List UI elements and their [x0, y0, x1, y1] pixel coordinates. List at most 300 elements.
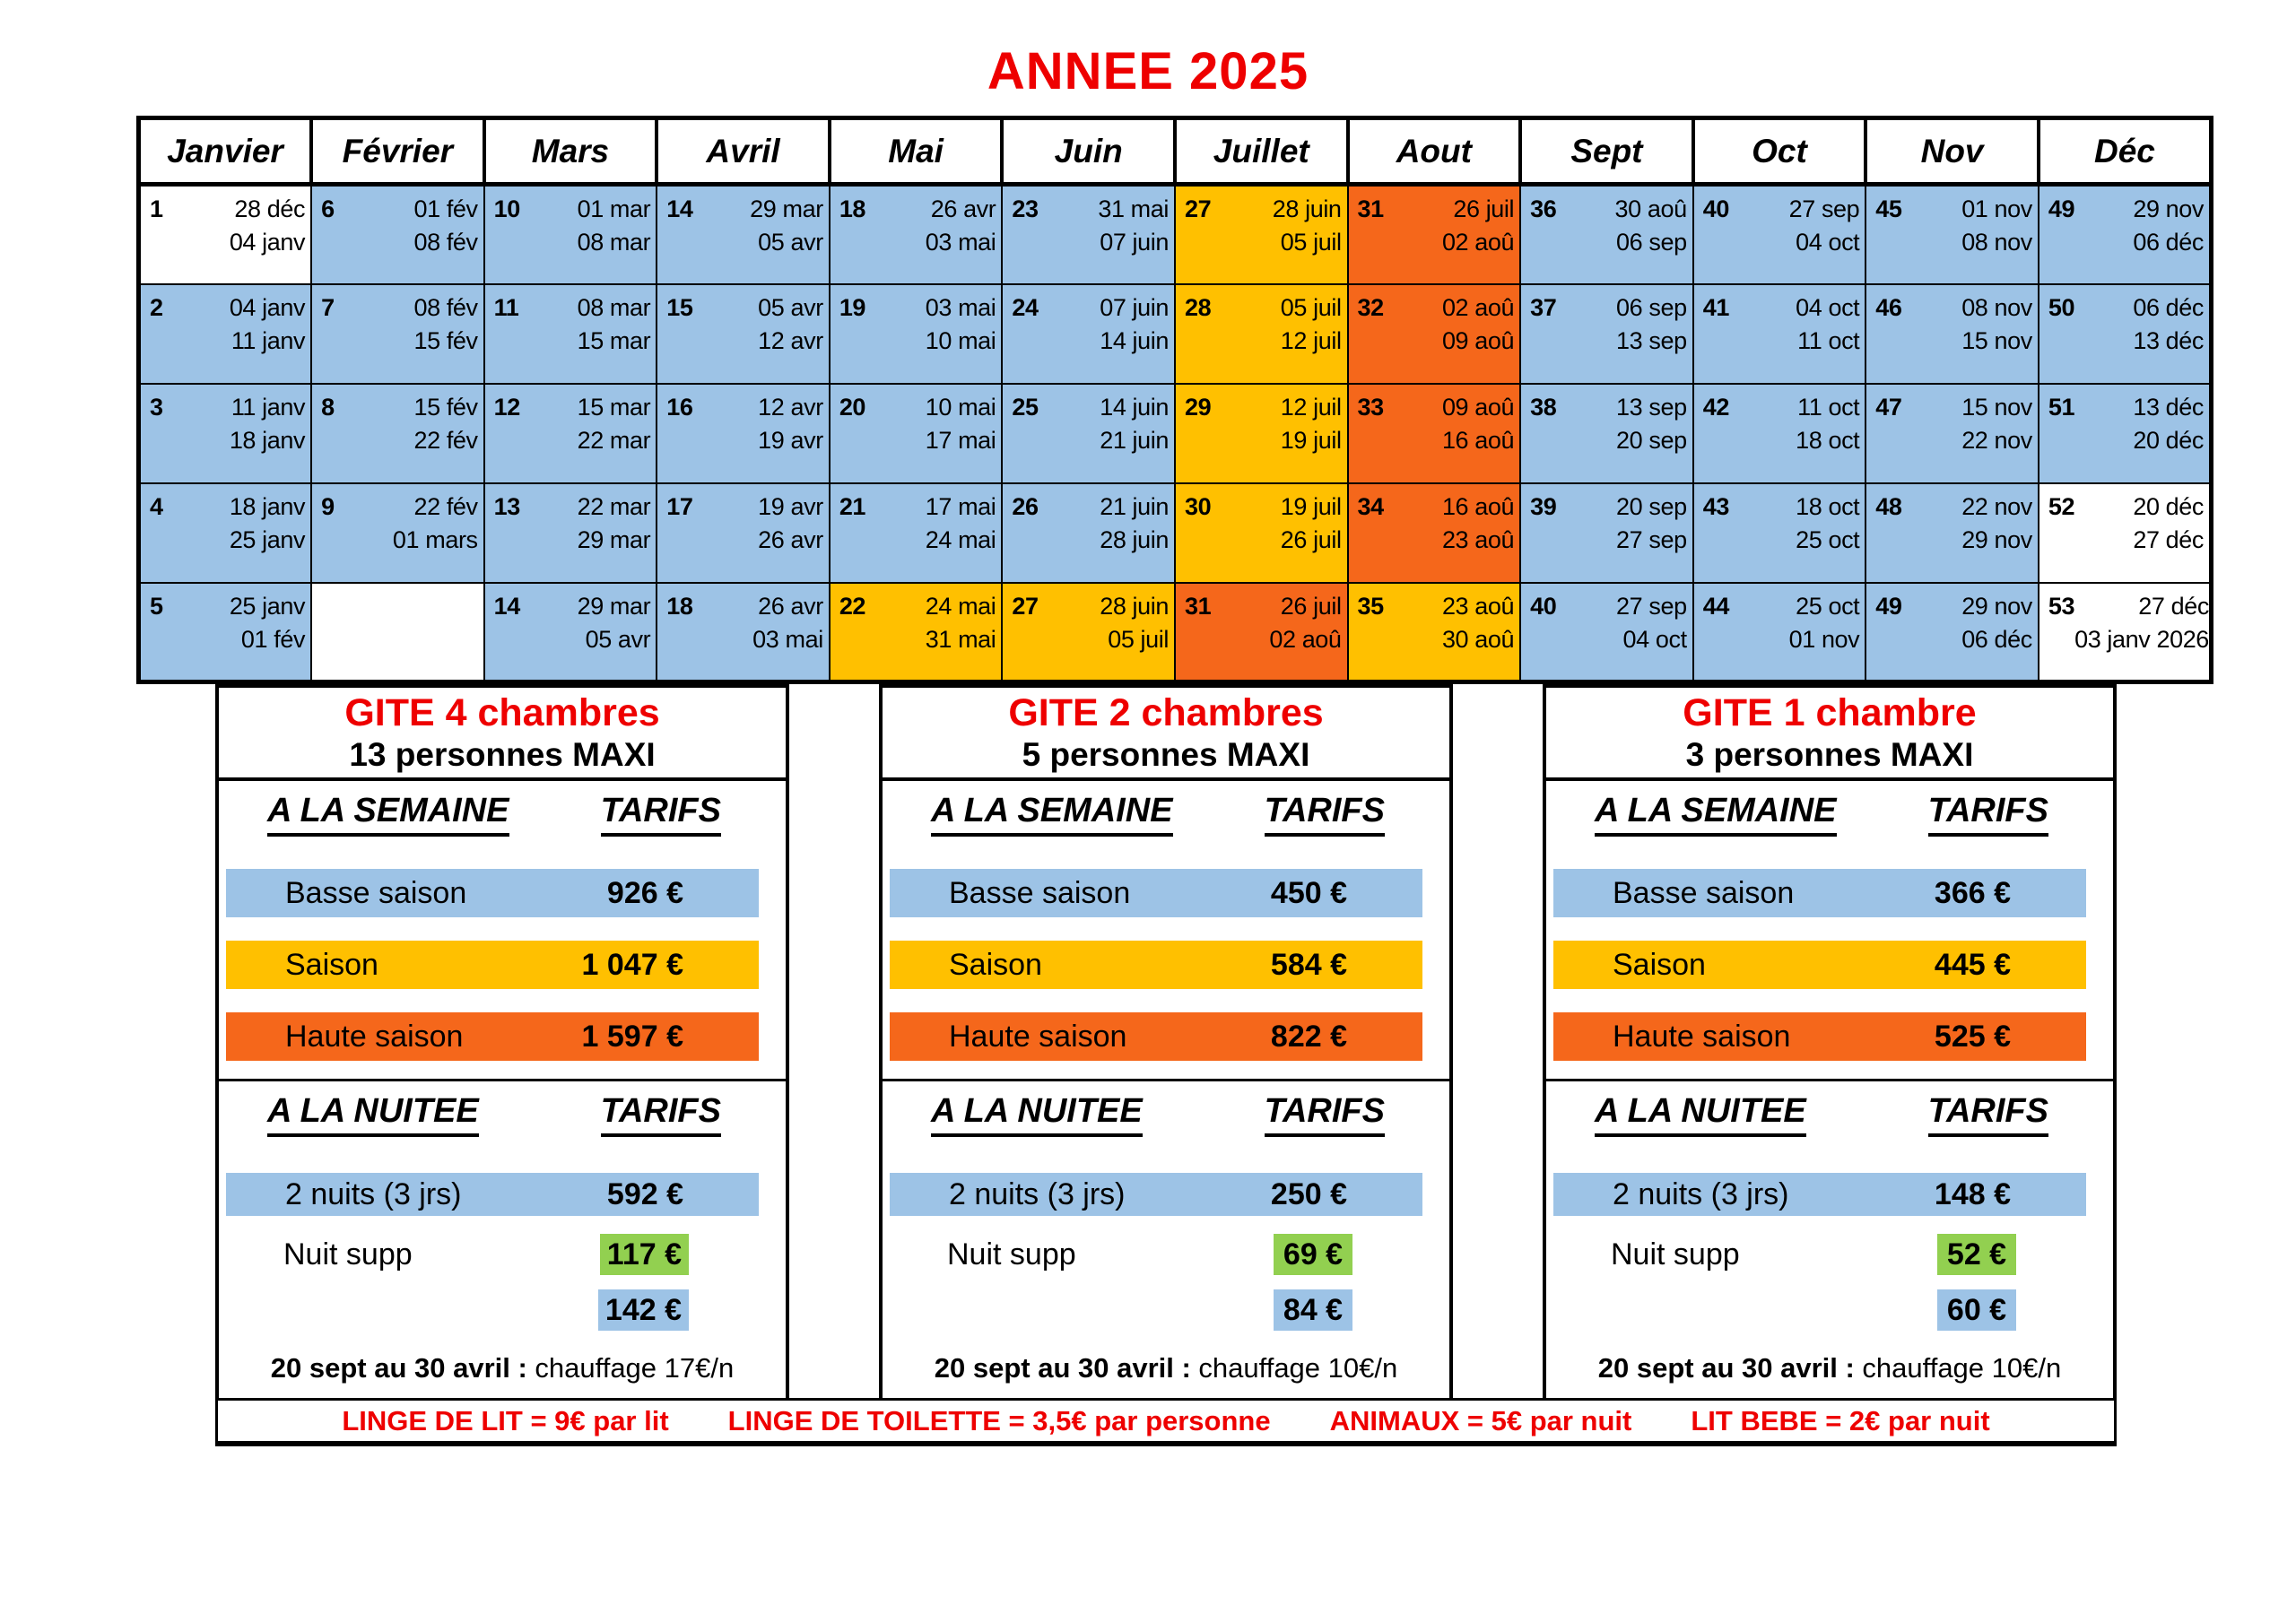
week-cell-content: [485, 385, 657, 457]
calendar-week-cell: [484, 483, 657, 583]
week-cell-content: [1694, 385, 1866, 457]
calendar-week-cell: [657, 483, 830, 583]
week-start-date: 21 juin: [1100, 492, 1169, 520]
week-cell-content: [1176, 187, 1347, 259]
week-cell-content: [831, 385, 1002, 457]
week-number: 41: [1702, 293, 1729, 321]
week-dates: [578, 291, 651, 358]
calendar-week-cell: [139, 284, 312, 384]
week-dates: [1442, 391, 1514, 457]
week-dates: [1100, 291, 1169, 358]
week-start-date: 20 sep: [1616, 492, 1687, 520]
week-dates: [414, 391, 478, 457]
week-start-date: 22 fév: [413, 492, 478, 520]
week-dates: [414, 193, 478, 259]
gite-panel: [879, 684, 1453, 1398]
week-end-date: 02 aoû: [1269, 625, 1342, 653]
panel-capacity: 3 personnes MAXI: [1685, 736, 1974, 773]
night-section-header: [1546, 1081, 2113, 1137]
week-cell-content: [1349, 285, 1520, 358]
calendar-week-cell: [657, 384, 830, 483]
week-end-date: 09 aoû: [1441, 326, 1515, 354]
panel-header: [883, 688, 1449, 781]
week-dates: [1100, 590, 1169, 656]
week-cell-content: [141, 285, 310, 358]
week-dates: [1273, 193, 1342, 259]
week-dates: [1442, 590, 1514, 656]
week-cell-content: [831, 584, 1002, 656]
month-header: Aout: [1348, 118, 1521, 185]
week-end-date: 03 mai: [752, 625, 823, 653]
week-dates: [1442, 490, 1514, 557]
calendar-empty-cell: [311, 583, 484, 682]
week-number: 31: [1184, 592, 1212, 620]
calendar-week-cell: [311, 284, 484, 384]
week-start-date: 17 mai: [925, 492, 996, 520]
panel-body: [1546, 781, 2113, 1398]
week-dates: [1961, 590, 2032, 656]
calendar-week-cell: [139, 483, 312, 583]
week-number: 4: [150, 492, 163, 520]
week-start-date: 05 juil: [1280, 293, 1342, 321]
calendar-week-cell: [2039, 384, 2212, 483]
week-start-date: 12 juil: [1280, 393, 1342, 421]
week-end-date: 22 fév: [413, 426, 478, 454]
season-label: Haute saison: [1613, 1019, 1791, 1054]
week-end-date: 15 mar: [577, 326, 651, 354]
week-number: 52: [2048, 492, 2075, 520]
week-end-date: 20 sep: [1616, 426, 1687, 454]
week-start-date: 15 fév: [413, 393, 478, 421]
gite-panel: [215, 684, 789, 1398]
week-number: 27: [1012, 592, 1039, 620]
panel-header: [219, 688, 786, 781]
week-number: 10: [493, 195, 520, 222]
week-number: 20: [839, 393, 866, 421]
month-header: Nov: [1866, 118, 2039, 185]
week-cell-content: [1176, 584, 1347, 656]
extra-night-row: [283, 1234, 689, 1275]
week-end-date: 07 juin: [1100, 229, 1169, 256]
week-number: 30: [1184, 492, 1212, 520]
week-dates: [230, 193, 305, 259]
week-dates: [1098, 193, 1169, 259]
week-end-date: 03 janv 2026: [2074, 625, 2209, 653]
week-end-date: 03 mai: [925, 229, 996, 256]
week-section-header: [219, 781, 786, 837]
panel-title: GITE 2 chambres: [1008, 691, 1324, 734]
heating-note-period: 20 sept au 30 avril :: [270, 1352, 527, 1384]
panel-capacity: 13 personnes MAXI: [349, 736, 656, 773]
week-dates: [1281, 291, 1342, 358]
week-end-date: 26 avr: [758, 525, 823, 553]
week-start-date: 10 mai: [925, 393, 996, 421]
week-number: 45: [1875, 195, 1902, 222]
week-cell-content: [1694, 584, 1866, 656]
week-cell-content: [1521, 187, 1692, 259]
week-dates: [926, 490, 996, 557]
calendar-week-cell: [1520, 384, 1693, 483]
week-cell-content: [1176, 285, 1347, 358]
night-rate-row: [1553, 1173, 2086, 1216]
week-section-label: A LA SEMAINE: [267, 792, 509, 837]
season-label: Saison: [285, 947, 378, 982]
week-start-date: 03 mai: [925, 293, 996, 321]
month-header: Sept: [1520, 118, 1693, 185]
extra-night-price-green: 117 €: [600, 1234, 689, 1275]
week-end-date: 04 oct: [1796, 229, 1860, 256]
week-number: 24: [1012, 293, 1039, 321]
week-end-date: 19 juil: [1280, 426, 1342, 454]
week-number: 5: [150, 592, 163, 620]
week-dates: [2074, 590, 2209, 656]
calendar-week-cell: [2039, 583, 2212, 682]
week-number: 36: [1530, 195, 1557, 222]
calendar-week-cell: [1175, 185, 1348, 284]
season-label: Haute saison: [949, 1019, 1127, 1054]
week-dates: [1616, 291, 1687, 358]
week-cell-content: [1003, 584, 1174, 656]
week-dates: [1789, 193, 1860, 259]
week-start-date: 01 mar: [577, 195, 651, 222]
week-cell-content: [1694, 285, 1866, 358]
week-end-date: 08 mar: [577, 229, 651, 256]
season-rate-row: [890, 1012, 1422, 1061]
heating-note-period: 20 sept au 30 avril :: [1597, 1352, 1855, 1384]
calendar-week-row: [139, 185, 2212, 284]
calendar-week-cell: [1175, 583, 1348, 682]
calendar-week-cell: [1693, 284, 1866, 384]
calendar-week-cell: [830, 483, 1003, 583]
week-number: 16: [666, 393, 693, 421]
calendar-week-cell: [311, 185, 484, 284]
week-section-header: [1546, 781, 2113, 837]
week-dates: [230, 291, 305, 358]
season-label: Saison: [1613, 947, 1706, 982]
calendar-week-cell: [484, 384, 657, 483]
week-dates: [2133, 490, 2204, 557]
week-start-date: 08 nov: [1961, 293, 2032, 321]
week-number: 39: [1530, 492, 1557, 520]
season-price: 525 €: [1934, 1019, 2011, 1054]
week-cell-content: [1694, 484, 1866, 557]
calendar-week-cell: [1002, 483, 1175, 583]
week-end-date: 20 déc: [2133, 426, 2204, 454]
week-start-date: 27 sep: [1788, 195, 1860, 222]
week-end-date: 19 avr: [758, 426, 823, 454]
week-dates: [1442, 193, 1514, 259]
extra-night-row-2: [1611, 1289, 2016, 1331]
heating-note-price: chauffage 10€/n: [1854, 1352, 2062, 1384]
calendar-week-cell: [1175, 384, 1348, 483]
week-number: 49: [2048, 195, 2075, 222]
month-header: Oct: [1693, 118, 1866, 185]
week-cell-content: [1866, 484, 2038, 557]
week-dates: [926, 590, 996, 656]
week-cell-content: [141, 584, 310, 656]
season-rate-row: [1553, 1012, 2086, 1061]
calendar-body: [139, 185, 2212, 682]
week-cell-content: [831, 187, 1002, 259]
season-price: 1 047 €: [581, 947, 683, 982]
week-end-date: 12 avr: [758, 326, 823, 354]
week-end-date: 11 oct: [1797, 326, 1860, 354]
week-cell-content: [1003, 285, 1174, 358]
week-cell-content: [1349, 484, 1520, 557]
calendar-week-cell: [1002, 185, 1175, 284]
week-dates: [1796, 291, 1859, 358]
calendar-week-cell: [1348, 483, 1521, 583]
week-end-date: 23 aoû: [1441, 525, 1515, 553]
calendar-week-cell: [1002, 583, 1175, 682]
week-number: 25: [1012, 393, 1039, 421]
extra-night-row-2: [947, 1289, 1352, 1331]
week-number: 18: [666, 592, 693, 620]
week-cell-content: [141, 385, 310, 457]
week-number: 14: [493, 592, 520, 620]
week-end-date: 08 fév: [413, 229, 478, 256]
calendar-week-cell: [1348, 185, 1521, 284]
week-start-date: 04 janv: [229, 293, 306, 321]
week-start-date: 15 mar: [577, 393, 651, 421]
week-end-date: 05 juil: [1108, 625, 1169, 653]
heating-note: [219, 1352, 786, 1384]
week-cell-content: [1866, 385, 2038, 457]
week-end-date: 24 mai: [925, 525, 996, 553]
week-cell-content: [312, 385, 483, 457]
week-number: 6: [321, 195, 335, 222]
week-dates: [230, 590, 305, 656]
week-cell-content: [312, 484, 483, 557]
night-rate-label: 2 nuits (3 jrs): [949, 1176, 1126, 1211]
month-header: Mai: [830, 118, 1003, 185]
gite-panel: [1543, 684, 2117, 1398]
season-rate-row: [890, 941, 1422, 989]
week-number: 19: [839, 293, 866, 321]
week-start-date: 23 aoû: [1441, 592, 1515, 620]
month-header: Avril: [657, 118, 830, 185]
week-start-date: 19 juil: [1280, 492, 1342, 520]
week-dates: [752, 590, 823, 656]
week-end-date: 27 déc: [2133, 525, 2204, 553]
calendar-week-cell: [2039, 483, 2212, 583]
week-dates: [2133, 291, 2204, 358]
week-cell-content: [1866, 285, 2038, 358]
week-dates: [1100, 391, 1169, 457]
week-start-date: 28 juin: [1100, 592, 1169, 620]
calendar-week-cell: [657, 284, 830, 384]
week-end-date: 01 mars: [392, 525, 478, 553]
week-dates: [758, 291, 823, 358]
week-cell-content: [1003, 385, 1174, 457]
week-end-date: 25 janv: [229, 525, 306, 553]
panel-header: [1546, 688, 2113, 781]
week-start-date: 04 oct: [1796, 293, 1860, 321]
week-end-date: 21 juin: [1100, 426, 1169, 454]
week-end-date: 26 juil: [1280, 525, 1342, 553]
week-start-date: 22 mar: [577, 492, 651, 520]
month-header: Janvier: [139, 118, 312, 185]
week-number: 48: [1875, 492, 1902, 520]
footer-item: ANIMAUX = 5€ par nuit: [1329, 1404, 1632, 1436]
week-start-date: 26 avr: [930, 195, 996, 222]
week-cell-content: [1521, 484, 1692, 557]
week-start-date: 11 janv: [230, 393, 306, 421]
footer-item: LINGE DE TOILETTE = 3,5€ par personne: [727, 1404, 1271, 1436]
night-rate-price: 592 €: [606, 1176, 683, 1211]
week-dates: [1616, 490, 1687, 557]
week-start-date: 02 aoû: [1441, 293, 1515, 321]
calendar-week-cell: [830, 583, 1003, 682]
week-number: 9: [321, 492, 335, 520]
week-start-date: 13 sep: [1616, 393, 1687, 421]
week-cell-content: [831, 484, 1002, 557]
month-header: Mars: [484, 118, 657, 185]
week-cell-content: [657, 584, 829, 656]
week-dates: [578, 590, 651, 656]
week-tarifs-label: TARIFS: [1928, 792, 2048, 837]
month-header: Juin: [1002, 118, 1175, 185]
week-number: 8: [321, 393, 335, 421]
week-start-date: 25 oct: [1796, 592, 1860, 620]
week-start-date: 28 déc: [234, 195, 306, 222]
week-number: 12: [493, 393, 520, 421]
footer-strip: [215, 1398, 2117, 1446]
extra-night-price-green: 52 €: [1937, 1234, 2016, 1275]
month-header: Juillet: [1175, 118, 1348, 185]
calendar-week-cell: [1520, 483, 1693, 583]
season-calendar: [136, 116, 2213, 684]
week-start-date: 26 juil: [1280, 592, 1342, 620]
heating-note: [1546, 1352, 2113, 1384]
calendar-week-cell: [1520, 284, 1693, 384]
week-end-date: 10 mai: [925, 326, 996, 354]
week-start-date: 26 juil: [1453, 195, 1515, 222]
week-end-date: 11 janv: [230, 326, 306, 354]
week-cell-content: [2039, 484, 2209, 557]
week-cell-content: [1521, 385, 1692, 457]
calendar-week-cell: [1520, 583, 1693, 682]
season-price: 366 €: [1934, 875, 2011, 910]
week-cell-content: [1176, 385, 1347, 457]
week-number: 43: [1702, 492, 1729, 520]
week-end-date: 18 oct: [1796, 426, 1860, 454]
panel-title: GITE 4 chambres: [344, 691, 660, 734]
calendar-week-row: [139, 284, 2212, 384]
week-number: 15: [666, 293, 693, 321]
night-section-label: A LA NUITEE: [931, 1092, 1143, 1137]
night-section-header: [883, 1081, 1449, 1137]
week-end-date: 06 déc: [2133, 229, 2204, 256]
week-dates: [926, 193, 996, 259]
week-start-date: 25 janv: [229, 592, 306, 620]
week-dates: [578, 490, 651, 557]
extra-night-price-green: 69 €: [1274, 1234, 1352, 1275]
week-cell-content: [485, 285, 657, 358]
week-dates: [1961, 193, 2032, 259]
calendar-week-cell: [484, 583, 657, 682]
week-tarifs-label: TARIFS: [1265, 792, 1385, 837]
week-start-date: 01 fév: [413, 195, 478, 222]
extra-night-row-2: [283, 1289, 689, 1331]
week-end-date: 22 mar: [577, 426, 651, 454]
calendar-week-cell: [484, 185, 657, 284]
week-end-date: 13 sep: [1616, 326, 1687, 354]
week-cell-content: [1521, 285, 1692, 358]
week-start-date: 01 nov: [1961, 195, 2032, 222]
calendar-week-cell: [1866, 185, 2039, 284]
week-cell-content: [657, 385, 829, 457]
week-start-date: 08 mar: [577, 293, 651, 321]
calendar-week-cell: [657, 185, 830, 284]
week-start-date: 27 sep: [1616, 592, 1687, 620]
week-number: 3: [150, 393, 163, 421]
week-end-date: 01 nov: [1788, 625, 1860, 653]
calendar-week-cell: [311, 384, 484, 483]
calendar-week-cell: [1348, 384, 1521, 483]
calendar-week-cell: [830, 185, 1003, 284]
night-section-label: A LA NUITEE: [1595, 1092, 1806, 1137]
month-header: Février: [311, 118, 484, 185]
week-cell-content: [1521, 584, 1692, 656]
season-label: Saison: [949, 947, 1042, 982]
week-end-date: 27 sep: [1616, 525, 1687, 553]
week-start-date: 26 avr: [758, 592, 823, 620]
week-number: 29: [1184, 393, 1212, 421]
week-number: 40: [1530, 592, 1557, 620]
week-dates: [1961, 291, 2032, 358]
week-number: 49: [1875, 592, 1902, 620]
week-dates: [1796, 391, 1859, 457]
week-cell-content: [1349, 187, 1520, 259]
week-start-date: 16 aoû: [1441, 492, 1515, 520]
week-cell-content: [141, 187, 310, 259]
week-number: 40: [1702, 195, 1729, 222]
week-cell-content: [312, 187, 483, 259]
month-header: Déc: [2039, 118, 2212, 185]
week-dates: [1961, 490, 2032, 557]
week-start-date: 13 déc: [2133, 393, 2204, 421]
week-end-date: 06 déc: [1961, 625, 2032, 653]
season-price: 926 €: [606, 875, 683, 910]
week-dates: [1269, 590, 1341, 656]
week-dates: [758, 391, 823, 457]
week-cell-content: [485, 484, 657, 557]
week-cell-content: [1003, 187, 1174, 259]
week-start-date: 29 nov: [2133, 195, 2204, 222]
heating-note-period: 20 sept au 30 avril :: [934, 1352, 1191, 1384]
calendar-week-cell: [1693, 185, 1866, 284]
week-dates: [1442, 291, 1514, 358]
week-cell-content: [2039, 187, 2209, 259]
week-dates: [1616, 391, 1687, 457]
calendar-week-cell: [311, 483, 484, 583]
panel-title: GITE 1 chambre: [1683, 691, 1977, 734]
week-number: 14: [666, 195, 693, 222]
week-start-date: 19 avr: [758, 492, 823, 520]
season-price: 584 €: [1270, 947, 1347, 982]
calendar-week-cell: [139, 185, 312, 284]
calendar-week-row: [139, 483, 2212, 583]
week-start-date: 06 déc: [2133, 293, 2204, 321]
week-number: 46: [1875, 293, 1902, 321]
panels: [215, 684, 2117, 1398]
calendar-week-cell: [1866, 583, 2039, 682]
week-end-date: 31 mai: [925, 625, 996, 653]
extra-night-row: [947, 1234, 1352, 1275]
week-end-date: 01 fév: [240, 625, 306, 653]
heating-note-price: chauffage 10€/n: [1190, 1352, 1398, 1384]
